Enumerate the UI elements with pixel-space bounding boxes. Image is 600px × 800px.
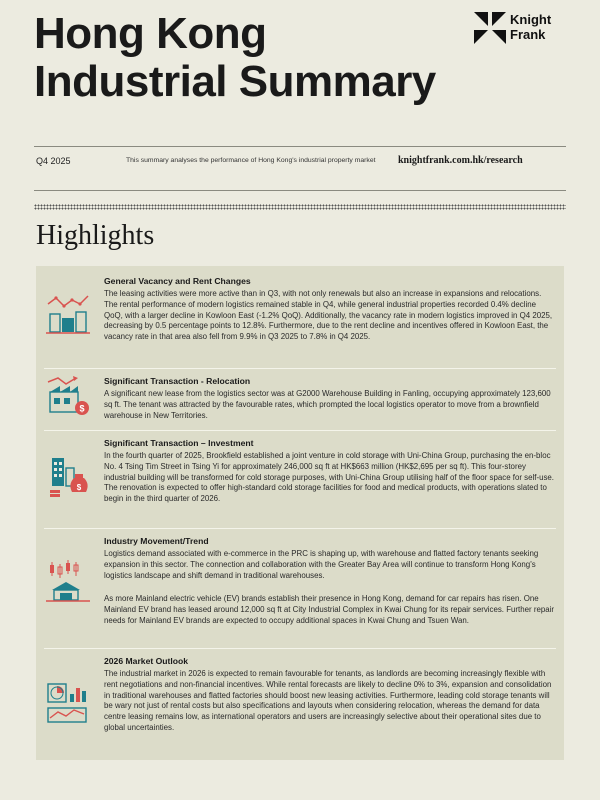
report-quarter: Q4 2025 xyxy=(36,156,71,166)
section-title: Significant Transaction – Investment xyxy=(104,438,254,448)
highlights-panel xyxy=(36,266,564,760)
section-investment xyxy=(36,432,564,528)
section-divider xyxy=(44,528,556,529)
svg-text:$: $ xyxy=(76,483,82,492)
section-title: General Vacancy and Rent Changes xyxy=(104,276,251,286)
report-description: This summary analyses the performance of Hong Kong's industrial property market xyxy=(126,157,376,164)
brand-line-1: Knight xyxy=(510,12,552,27)
section-divider xyxy=(44,430,556,431)
building-moneybag-icon xyxy=(46,454,90,498)
section-divider xyxy=(44,648,556,649)
candlestick-warehouse-icon xyxy=(46,560,90,604)
section-title: Industry Movement/Trend xyxy=(104,536,209,546)
factory-dollar-icon xyxy=(46,374,90,418)
section-relocation xyxy=(36,370,564,430)
page-title xyxy=(34,10,436,106)
knight-frank-logo[interactable] xyxy=(474,12,574,46)
highlights-heading: Highlights xyxy=(36,220,155,251)
section-divider xyxy=(44,368,556,369)
section-industry-trend xyxy=(36,530,564,650)
top-divider xyxy=(34,146,566,147)
brand-name xyxy=(510,12,551,42)
svg-text:$: $ xyxy=(79,403,85,414)
section-outlook xyxy=(36,650,564,760)
dashboard-charts-icon xyxy=(46,682,90,726)
warehouse-chart-icon xyxy=(46,292,90,336)
title-line-1: Hong Kong xyxy=(34,9,267,58)
section-body: A significant new lease from the logistics sector was at G2000 Warehouse Building in Fanling, occupying approximately 123,600 sq ft. The tenant was attracted by the favourable rates, which prompted the local logistics operator to move from a brownfield warehouse in New Territories. xyxy=(104,389,551,420)
section-title: 2026 Market Outlook xyxy=(104,656,189,666)
dotted-divider xyxy=(34,204,566,210)
section-body-2: As more Mainland electric vehicle (EV) brands establish their presence in Hong Kong, demand for car repairs has risen. One Mainland EV brand has leased around 12,000 sq ft at City Industrial Complex in Kwai Chung for its repair services. Further repair needs for Mainland EV brands are expected to occupy additional spaces in Kwai Chung and Tsuen Wan. xyxy=(104,594,554,625)
research-link[interactable]: knightfrank.com.hk/research xyxy=(398,155,523,166)
section-body: The leasing activities were more active than in Q3, with not only renewals but also an increase in expansions and relocations. The rental performance of modern logistics remained stable in Q4, while general industrial properties recorded 0.4% decline QoQ, with a larger decline in Kowloon East (-1.2% QoQ). Additionally, the vacancy rate in modern logistics improved in Q4 2025, decreasing by 0.5 percentage points to 12.8%. Furthermore, due to the rent decline and incentives offered in Kowloon East, the vacancy rate in that area also fell from 9.9% in Q3 2025 to 7.8% in Q4 2025. xyxy=(104,289,553,342)
knight-frank-mark-icon xyxy=(474,12,506,44)
section-body: In the fourth quarter of 2025, Brookfield established a joint venture in cold storage with Uni-China Group, purchasing the en-bloc No. 4 Tsing Tim Street in Tsing Yi for approximately 246,000 sq ft at HK$663 million (HK$2,695 per sq ft). This four-storey industrial building will be transformed for cold storage purposes, with Uni-China Group utilising half of the floor space for self-use. The renovation is expected to offer high-standard cold storage facilities for food and medical products, with operations slated to begin in the third quarter of 2026. xyxy=(104,451,554,504)
title-line-2: Industrial Summary xyxy=(34,57,436,106)
meta-divider xyxy=(34,190,566,191)
brand-line-2: Frank xyxy=(510,27,546,42)
section-body: The industrial market in 2026 is expected to remain favourable for tenants, as landlords are becoming increasingly flexible with rent negotiations and non-financial incentives. While rental forecasts are likely to decline 0% to 3%, expansion and consolidation in traditional warehouses and flatted factories should boost new leasing activities. Furthermore, leading cold storage tenants will be wary not just of rental costs but also specifications and layouts when considering relocation, whereas the demand for data centre leasing remains low, as international operators and users are increasingly selective about their operational sites due to global uncertainties. xyxy=(104,669,552,732)
section-vacancy-rent xyxy=(36,266,564,366)
section-body: Logistics demand associated with e-commerce in the PRC is shaping up, with warehouse and flatted factory tenants seeking expansion in this sector. The connection and collaboration with the Greater Bay Area will continue to transform Hong Kong's logistics landscape and shift demand in traditional warehouses. xyxy=(104,549,539,580)
section-title: Significant Transaction - Relocation xyxy=(104,376,251,386)
